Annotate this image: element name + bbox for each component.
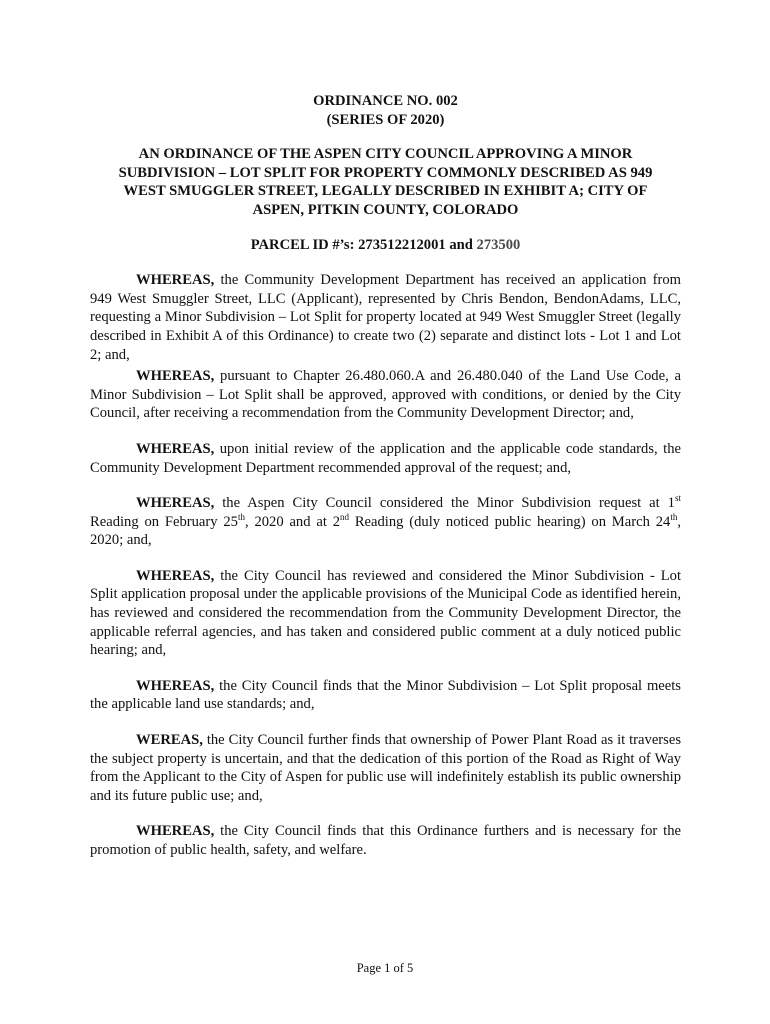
ordinal-suffix: th: [237, 511, 245, 522]
paragraph-text: pursuant to Chapter 26.480.060.A and 26.480.040 of the Land Use Code, a Minor Subdivision – Lot Split shall be approved, approved with conditions, or denied by the City Council, after receiving a recommendation from the Community Development Director; and,: [90, 368, 681, 422]
whereas-lead: WHEREAS,: [136, 567, 215, 584]
whereas-paragraph-3: [90, 440, 681, 477]
whereas-paragraph-8: [90, 822, 681, 859]
ordinance-series: (SERIES OF 2020): [326, 111, 445, 128]
parcel-id-second: 273500: [476, 236, 521, 253]
parcel-id-line: [90, 236, 681, 255]
title-line-3: WEST SMUGGLER STREET, LEGALLY DESCRIBED IN EXHIBIT A; CITY OF: [123, 183, 648, 200]
whereas-paragraph-1: [90, 271, 681, 364]
whereas-paragraph-2: [90, 367, 681, 423]
whereas-lead: WHEREAS,: [136, 495, 215, 512]
ordinance-number: ORDINANCE NO. 002: [313, 93, 458, 109]
title-line-1: AN ORDINANCE OF THE ASPEN CITY COUNCIL APPROVING A MINOR: [138, 146, 633, 163]
parcel-id-label: PARCEL ID #’s: 273512212001 and: [250, 236, 477, 253]
paragraph-text: the City Council has reviewed and considered the Minor Subdivision - Lot Split application proposal under the applicable provisions of the Municipal Code as identified herein, has reviewed and considered the recommendation from the Community Development Director, the applicable referral agencies, and has taken and considered public comment at a duly noticed public hearing; and,: [90, 567, 681, 659]
whereas-paragraph-5: [90, 567, 681, 660]
paragraph-text-part-4: Reading (duly noticed public hearing) on March 24: [349, 513, 671, 530]
whereas-paragraph-7: [90, 731, 681, 805]
whereas-lead: WHEREAS,: [136, 440, 215, 457]
paragraph-text: the Community Development Department has received an application from 949 West Smuggler Street, LLC (Applicant), represented by Chris Bendon, BendonAdams, LLC, requesting a Minor Subdivision – Lot Split for property located at 949 West Smuggler Street (legally described in Exhibit A of this Ordinance) to create two (2) separate and distinct lots - Lot 1 and Lot 2; and,: [90, 272, 681, 363]
paragraph-text: the City Council finds that this Ordinance furthers and is necessary for the promotion of public health, safety, and welfare.: [90, 823, 681, 858]
title-line-4: ASPEN, PITKIN COUNTY, COLORADO: [252, 201, 519, 218]
whereas-lead: WHEREAS,: [136, 272, 215, 289]
paragraph-text: the City Council further finds that ownership of Power Plant Road as it traverses the subject property is uncertain, and that the dedication of this portion of the Road as Right of Way from the Applicant to the City of Aspen for public use will indefinitely establish its public ownership and its future public use; and,: [90, 732, 681, 804]
ordinal-suffix: th: [670, 511, 678, 522]
ordinal-suffix: st: [674, 493, 681, 504]
whereas-lead: WHEREAS,: [136, 677, 215, 694]
whereas-paragraph-4: [90, 494, 681, 550]
ordinance-title: [90, 145, 681, 219]
whereas-lead: WHEREAS,: [136, 823, 215, 840]
whereas-lead: WHEREAS,: [136, 368, 215, 385]
whereas-lead: WEREAS,: [136, 732, 203, 749]
paragraph-text-part-5: , 2020; and,: [90, 513, 681, 549]
paragraph-text: upon initial review of the application and the applicable code standards, the Community Development Department recommended approval of the request; and,: [90, 440, 681, 476]
paragraph-text-part-1: the Aspen City Council considered the Minor Subdivision request at 1: [214, 495, 675, 512]
paragraph-text: the City Council finds that the Minor Subdivision – Lot Split proposal meets the applicable land use standards; and,: [90, 677, 681, 713]
document-page: [90, 92, 681, 860]
ordinal-suffix: nd: [340, 511, 349, 522]
page-number-footer: Page 1 of 5: [356, 961, 414, 975]
ordinance-header: [90, 92, 681, 129]
paragraph-text-part-2: Reading on February 25: [90, 513, 238, 530]
whereas-paragraph-6: [90, 677, 681, 714]
paragraph-text-part-3: , 2020 and at 2: [244, 513, 340, 530]
title-line-2: SUBDIVISION – LOT SPLIT FOR PROPERTY COMMONLY DESCRIBED AS 949: [118, 164, 653, 181]
